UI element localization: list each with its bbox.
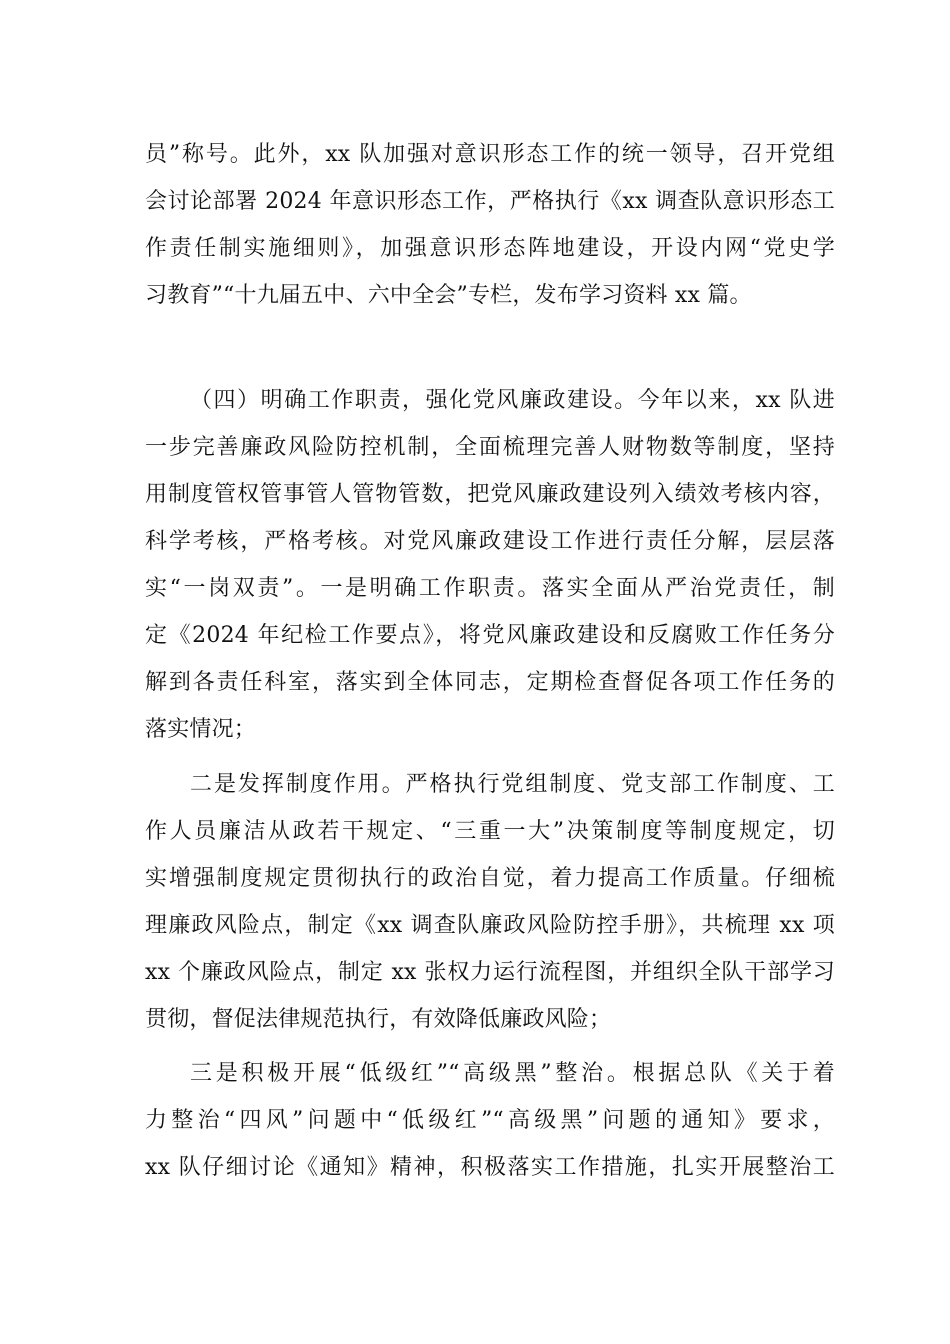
paragraph-3-line-1: 二是发挥制度作用。严格执行党组制度、党支部工作制度、工: [190, 772, 835, 797]
paragraph-2-line-5: 实“一岗双责”。一是明确工作职责。落实全面从严治党责任，制: [145, 576, 835, 601]
paragraph-2-line-8: 落实情况；: [145, 717, 257, 742]
paragraph-3-line-5: xx 个廉政风险点，制定 xx 张权力运行流程图，并组织全队干部学习: [145, 960, 835, 985]
paragraph-2-line-3: 用制度管权管事管人管物管数，把党风廉政建设列入绩效考核内容，: [145, 482, 835, 507]
paragraph-4-line-2: 力整治“四风”问题中“低级红”“高级黑”问题的通知》要求，: [145, 1108, 835, 1133]
paragraph-1-line-3: 作责任制实施细则》，加强意识形态阵地建设，开设内网“党史学: [145, 236, 835, 261]
paragraph-4-line-1: 三是积极开展“低级红”“高级黑”整治。根据总队《关于着: [190, 1061, 835, 1086]
paragraph-3-line-6: 贯彻，督促法律规范执行，有效降低廉政风险；: [145, 1007, 612, 1032]
paragraph-2-line-6: 定《2024 年纪检工作要点》，将党风廉政建设和反腐败工作任务分: [145, 623, 835, 648]
paragraph-1-line-1: 员”称号。此外，xx 队加强对意识形态工作的统一领导，召开党组: [145, 142, 835, 167]
paragraph-2-line-7: 解到各责任科室，落实到全体同志，定期检查督促各项工作任务的: [145, 670, 835, 695]
paragraph-2-line-2: 一步完善廉政风险防控机制，全面梳理完善人财物数等制度，坚持: [145, 435, 835, 460]
paragraph-2-line-4: 科学考核，严格考核。对党风廉政建设工作进行责任分解，层层落: [145, 529, 835, 554]
paragraph-2-line-1: （四）明确工作职责，强化党风廉政建设。今年以来，xx 队进: [190, 388, 835, 413]
paragraph-3-line-4: 理廉政风险点，制定《xx 调查队廉政风险防控手册》，共梳理 xx 项: [145, 913, 835, 938]
paragraph-4-line-3: xx 队仔细讨论《通知》精神，积极落实工作措施，扎实开展整治工: [145, 1155, 835, 1180]
paragraph-1-line-4: 习教育”“十九届五中、六中全会”专栏，发布学习资料 xx 篇。: [145, 283, 752, 308]
paragraph-3-line-2: 作人员廉洁从政若干规定、“三重一大”决策制度等制度规定，切: [145, 819, 835, 844]
paragraph-1-line-2: 会讨论部署 2024 年意识形态工作，严格执行《xx 调查队意识形态工: [145, 189, 835, 214]
paragraph-3-line-3: 实增强制度规定贯彻执行的政治自觉，着力提高工作质量。仔细梳: [145, 866, 835, 891]
